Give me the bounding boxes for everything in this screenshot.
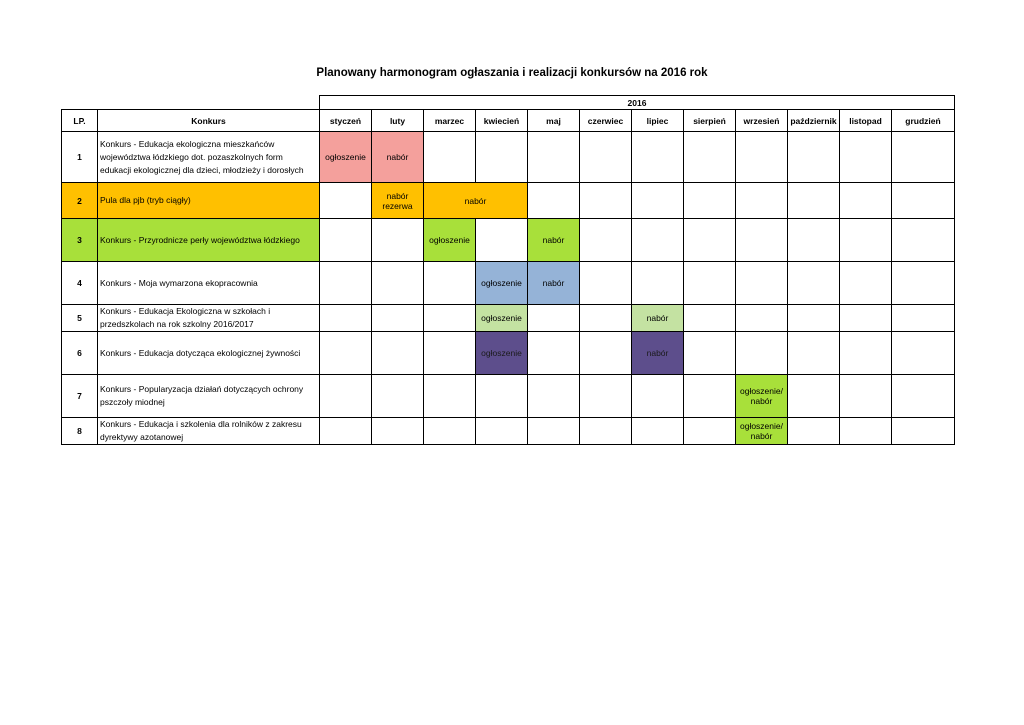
empty-cell xyxy=(632,132,684,183)
month-header: luty xyxy=(372,110,424,132)
empty-cell xyxy=(320,305,372,332)
konkurs-name: Konkurs - Edukacja dotycząca ekologicznej żywności xyxy=(98,332,320,375)
empty-cell xyxy=(892,219,955,262)
lp-header: LP. xyxy=(62,110,98,132)
schedule-cell: nabór xyxy=(372,132,424,183)
konkurs-name: Konkurs - Edukacja ekologiczna mieszkańców województwa łódzkiego dot. pozaszkolnych form edukacji ekologicznej dla dzieci, młodzieży i dorosłych xyxy=(98,132,320,183)
table-row xyxy=(62,418,955,445)
empty-cell xyxy=(684,375,736,418)
empty-cell xyxy=(476,418,528,445)
empty-cell xyxy=(476,375,528,418)
schedule-cell: ogłoszenie/ nabór xyxy=(736,375,788,418)
year-header-row xyxy=(62,96,955,110)
schedule-cell: nabór xyxy=(528,219,580,262)
empty-cell xyxy=(632,375,684,418)
page-title: Planowany harmonogram ogłaszania i realizacji konkursów na 2016 rok xyxy=(316,67,708,79)
empty-cell xyxy=(528,332,580,375)
empty-cell xyxy=(788,262,840,305)
schedule-cell: ogłoszenie xyxy=(476,332,528,375)
empty-cell xyxy=(424,262,476,305)
empty-cell xyxy=(528,305,580,332)
empty-cell xyxy=(736,132,788,183)
empty-cell xyxy=(788,132,840,183)
empty-cell xyxy=(736,305,788,332)
month-header: kwiecień xyxy=(476,110,528,132)
empty-cell xyxy=(840,183,892,219)
empty-cell xyxy=(684,332,736,375)
month-header: grudzień xyxy=(892,110,955,132)
empty-cell xyxy=(788,375,840,418)
empty-cell xyxy=(580,262,632,305)
schedule-cell: ogłoszenie xyxy=(476,262,528,305)
empty-cell xyxy=(580,219,632,262)
row-number: 3 xyxy=(62,219,98,262)
empty-cell xyxy=(424,418,476,445)
empty-cell xyxy=(632,418,684,445)
empty-cell xyxy=(372,418,424,445)
empty-cell xyxy=(424,332,476,375)
table-row xyxy=(62,332,955,375)
month-header: lipiec xyxy=(632,110,684,132)
empty-cell xyxy=(892,183,955,219)
empty-cell xyxy=(372,305,424,332)
schedule-cell: nabór xyxy=(424,183,528,219)
empty-cell xyxy=(892,305,955,332)
konkurs-name: Konkurs - Przyrodnicze perły województwa łódzkiego xyxy=(98,219,320,262)
empty-cell xyxy=(424,132,476,183)
row-number: 7 xyxy=(62,375,98,418)
row-number: 8 xyxy=(62,418,98,445)
schedule-cell: ogłoszenie xyxy=(476,305,528,332)
empty-cell xyxy=(684,262,736,305)
empty-cell xyxy=(736,332,788,375)
empty-cell xyxy=(788,305,840,332)
month-header: wrzesień xyxy=(736,110,788,132)
row-number: 5 xyxy=(62,305,98,332)
schedule-cell: nabór rezerwa xyxy=(372,183,424,219)
empty-cell xyxy=(736,262,788,305)
empty-cell xyxy=(788,183,840,219)
empty-cell xyxy=(580,332,632,375)
month-header: czerwiec xyxy=(580,110,632,132)
empty-cell xyxy=(892,418,955,445)
empty-cell xyxy=(320,418,372,445)
empty-cell xyxy=(684,418,736,445)
konkurs-header: Konkurs xyxy=(98,110,320,132)
empty-cell xyxy=(372,262,424,305)
konkurs-name: Konkurs - Edukacja Ekologiczna w szkołach i przedszkolach na rok szkolny 2016/2017 xyxy=(98,305,320,332)
empty-cell xyxy=(580,132,632,183)
month-header: październik xyxy=(788,110,840,132)
empty-cell xyxy=(372,219,424,262)
empty-cell xyxy=(320,262,372,305)
empty-cell xyxy=(528,418,580,445)
empty-cell xyxy=(580,305,632,332)
empty-cell xyxy=(892,132,955,183)
konkurs-name: Konkurs - Edukacja i szkolenia dla rolników z zakresu dyrektywy azotanowej xyxy=(98,418,320,445)
empty-cell xyxy=(320,332,372,375)
empty-cell xyxy=(736,183,788,219)
schedule-cell: nabór xyxy=(632,332,684,375)
table-row xyxy=(62,183,955,219)
year-header: 2016 xyxy=(320,96,955,110)
empty-cell xyxy=(684,183,736,219)
schedule-cell: ogłoszenie xyxy=(320,132,372,183)
empty-cell xyxy=(788,219,840,262)
table-row xyxy=(62,375,955,418)
table-row xyxy=(62,219,955,262)
empty-cell xyxy=(840,418,892,445)
column-header-row xyxy=(62,110,955,132)
empty-cell xyxy=(528,132,580,183)
empty-cell xyxy=(684,219,736,262)
konkurs-name: Pula dla pjb (tryb ciągły) xyxy=(98,183,320,219)
empty-cell xyxy=(840,332,892,375)
empty-cell xyxy=(840,375,892,418)
empty-cell xyxy=(892,375,955,418)
empty-cell xyxy=(424,305,476,332)
table-row xyxy=(62,262,955,305)
empty-cell xyxy=(476,219,528,262)
row-number: 6 xyxy=(62,332,98,375)
empty-cell xyxy=(788,418,840,445)
empty-cell xyxy=(840,219,892,262)
empty-cell xyxy=(892,262,955,305)
empty-cell xyxy=(892,332,955,375)
schedule-cell: nabór xyxy=(528,262,580,305)
empty-cell xyxy=(320,375,372,418)
empty-cell xyxy=(528,375,580,418)
empty-cell xyxy=(320,219,372,262)
table-row xyxy=(62,132,955,183)
empty-cell xyxy=(580,375,632,418)
empty-cell xyxy=(580,418,632,445)
month-header: listopad xyxy=(840,110,892,132)
row-number: 1 xyxy=(62,132,98,183)
empty-cell xyxy=(788,332,840,375)
row-number: 2 xyxy=(62,183,98,219)
empty-cell xyxy=(840,305,892,332)
empty-cell xyxy=(476,132,528,183)
schedule-cell: ogłoszenie xyxy=(424,219,476,262)
empty-cell xyxy=(684,132,736,183)
empty-cell xyxy=(840,132,892,183)
konkurs-name: Konkurs - Popularyzacja działań dotyczących ochrony pszczoły miodnej xyxy=(98,375,320,418)
month-header: sierpień xyxy=(684,110,736,132)
empty-cell xyxy=(632,219,684,262)
empty-cell xyxy=(736,219,788,262)
month-header: maj xyxy=(528,110,580,132)
table-row xyxy=(62,305,955,332)
month-header: marzec xyxy=(424,110,476,132)
empty-cell xyxy=(528,183,580,219)
empty-cell xyxy=(632,262,684,305)
empty-cell xyxy=(372,332,424,375)
month-header: styczeń xyxy=(320,110,372,132)
schedule-cell: ogłoszenie/ nabór xyxy=(736,418,788,445)
empty-cell xyxy=(840,262,892,305)
empty-cell xyxy=(372,375,424,418)
empty-cell xyxy=(580,183,632,219)
empty-cell xyxy=(632,183,684,219)
empty-cell xyxy=(684,305,736,332)
schedule-cell: nabór xyxy=(632,305,684,332)
empty-cell xyxy=(424,375,476,418)
konkurs-name: Konkurs - Moja wymarzona ekopracownia xyxy=(98,262,320,305)
schedule-table xyxy=(61,95,955,445)
empty-cell xyxy=(320,183,372,219)
row-number: 4 xyxy=(62,262,98,305)
